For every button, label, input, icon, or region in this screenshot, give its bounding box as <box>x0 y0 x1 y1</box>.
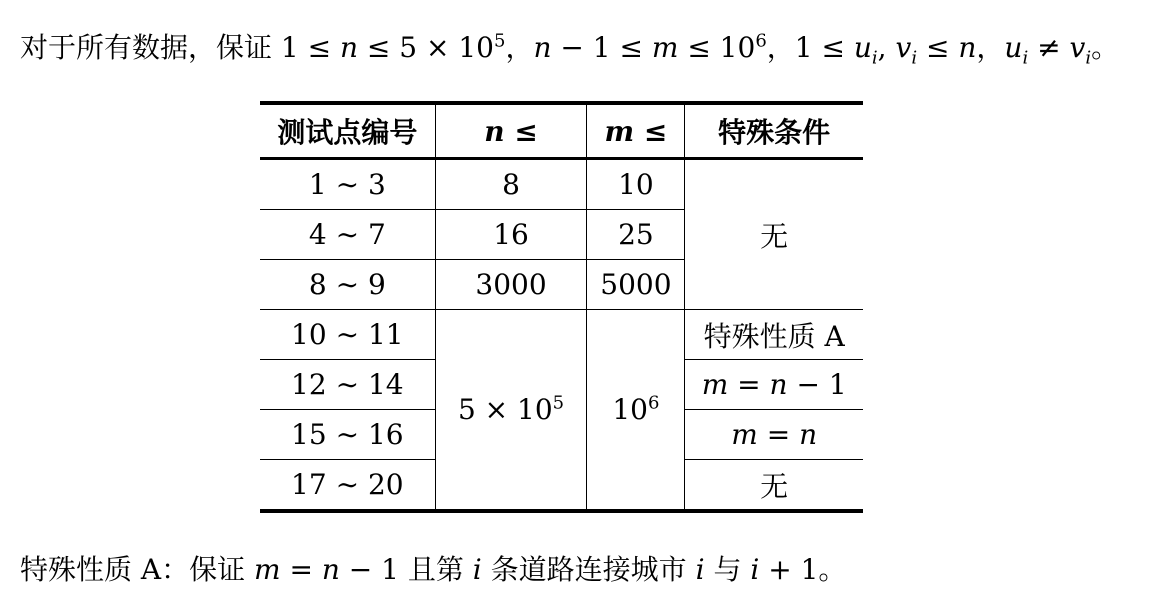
var-v: v <box>895 31 912 64</box>
header-m-limit <box>587 103 685 159</box>
property-a-note <box>20 548 846 588</box>
note-minus: − 1 且第 <box>339 553 473 586</box>
cell-test-id: 4 ∼ 7 <box>260 210 435 260</box>
cell-test-id: 15 ∼ 16 <box>260 410 435 460</box>
exponent-5: 5 <box>494 30 506 52</box>
cell-n-limit: 3000 <box>435 260 587 310</box>
var-m: m <box>731 418 758 451</box>
var-n: n <box>533 31 552 64</box>
equals: = <box>728 368 770 401</box>
equals: = <box>280 553 322 586</box>
var-m: m <box>701 368 729 401</box>
cell-condition-none: 无 <box>685 159 863 310</box>
note-plus-one: + 1。 <box>759 553 847 586</box>
cell-condition-none: 无 <box>685 460 863 512</box>
header-special-condition: 特殊条件 <box>685 103 863 159</box>
table-row <box>260 159 863 210</box>
table-row <box>260 310 863 360</box>
var-i: i <box>472 553 482 586</box>
n-limit-exponent: 5 <box>552 392 565 414</box>
m-limit-exponent: 6 <box>647 392 660 414</box>
cell-test-id: 8 ∼ 9 <box>260 260 435 310</box>
cell-m-limit: 25 <box>587 210 685 260</box>
test-case-table <box>260 101 863 513</box>
header-le: ≤ <box>504 114 538 148</box>
note-with: 与 <box>704 553 751 586</box>
n-limit-base: 5 × 10 <box>457 393 553 426</box>
subscript-i: i <box>871 47 878 69</box>
var-n: n <box>769 368 788 401</box>
constraint-n-upper: ≤ 5 × 10 <box>358 31 494 64</box>
note-prefix: 特殊性质 A：保证 <box>20 553 255 586</box>
cell-condition-m-eq-n <box>685 410 863 460</box>
var-n: n <box>321 553 340 586</box>
exponent-6: 6 <box>755 30 767 52</box>
var-u: u <box>1004 31 1023 64</box>
subscript-i: i <box>1085 47 1092 69</box>
period: 。 <box>1091 31 1120 64</box>
separator: ， <box>976 31 1005 64</box>
test-case-table-container <box>260 101 863 513</box>
var-v: v <box>1069 31 1086 64</box>
constraints-prefix: 对于所有数据，保证 <box>20 31 281 64</box>
cell-test-id: 17 ∼ 20 <box>260 460 435 512</box>
subscript-i: i <box>911 47 918 69</box>
constraints-line <box>20 26 1120 69</box>
var-n: n <box>339 31 359 64</box>
constraint-m-lower: − 1 ≤ <box>551 31 652 64</box>
constraint-n-lower: 1 ≤ <box>280 31 340 64</box>
var-m: m <box>254 553 281 586</box>
var-m: m <box>651 31 679 64</box>
constraint-m-upper: ≤ 10 <box>678 31 756 64</box>
header-var-n: n <box>484 114 505 148</box>
comma: , <box>877 31 896 64</box>
not-equal: ≠ <box>1028 31 1070 64</box>
header-n-limit <box>435 103 587 159</box>
separator: ， <box>766 31 795 64</box>
header-le: ≤ <box>634 114 668 148</box>
cell-test-id: 12 ∼ 14 <box>260 360 435 410</box>
cell-test-id: 10 ∼ 11 <box>260 310 435 360</box>
cell-m-limit: 10 <box>587 159 685 210</box>
cell-m-limit: 5000 <box>587 260 685 310</box>
cell-n-limit: 16 <box>435 210 587 260</box>
cell-n-limit-merged <box>435 310 587 512</box>
subscript-i: i <box>1022 47 1029 69</box>
var-i: i <box>750 553 760 586</box>
header-var-m: m <box>604 114 635 148</box>
var-n: n <box>799 418 818 451</box>
var-i: i <box>695 553 705 586</box>
table-header-row <box>260 103 863 159</box>
note-middle: 条道路连接城市 <box>481 553 696 586</box>
cell-n-limit: 8 <box>435 159 587 210</box>
var-u: u <box>853 31 872 64</box>
cell-condition-property-a: 特殊性质 A <box>685 310 863 360</box>
equals: = <box>757 418 800 451</box>
minus-one: − 1 <box>787 368 847 401</box>
m-limit-base: 10 <box>612 393 648 426</box>
header-test-id: 测试点编号 <box>260 103 435 159</box>
cell-m-limit-merged <box>587 310 685 512</box>
constraint-uv-lower: 1 ≤ <box>794 31 854 64</box>
separator: ， <box>505 31 534 64</box>
cell-test-id: 1 ∼ 3 <box>260 159 435 210</box>
constraint-uv-upper: ≤ <box>917 31 959 64</box>
var-n: n <box>958 31 977 64</box>
cell-condition-m-eq-n-minus-1 <box>685 360 863 410</box>
